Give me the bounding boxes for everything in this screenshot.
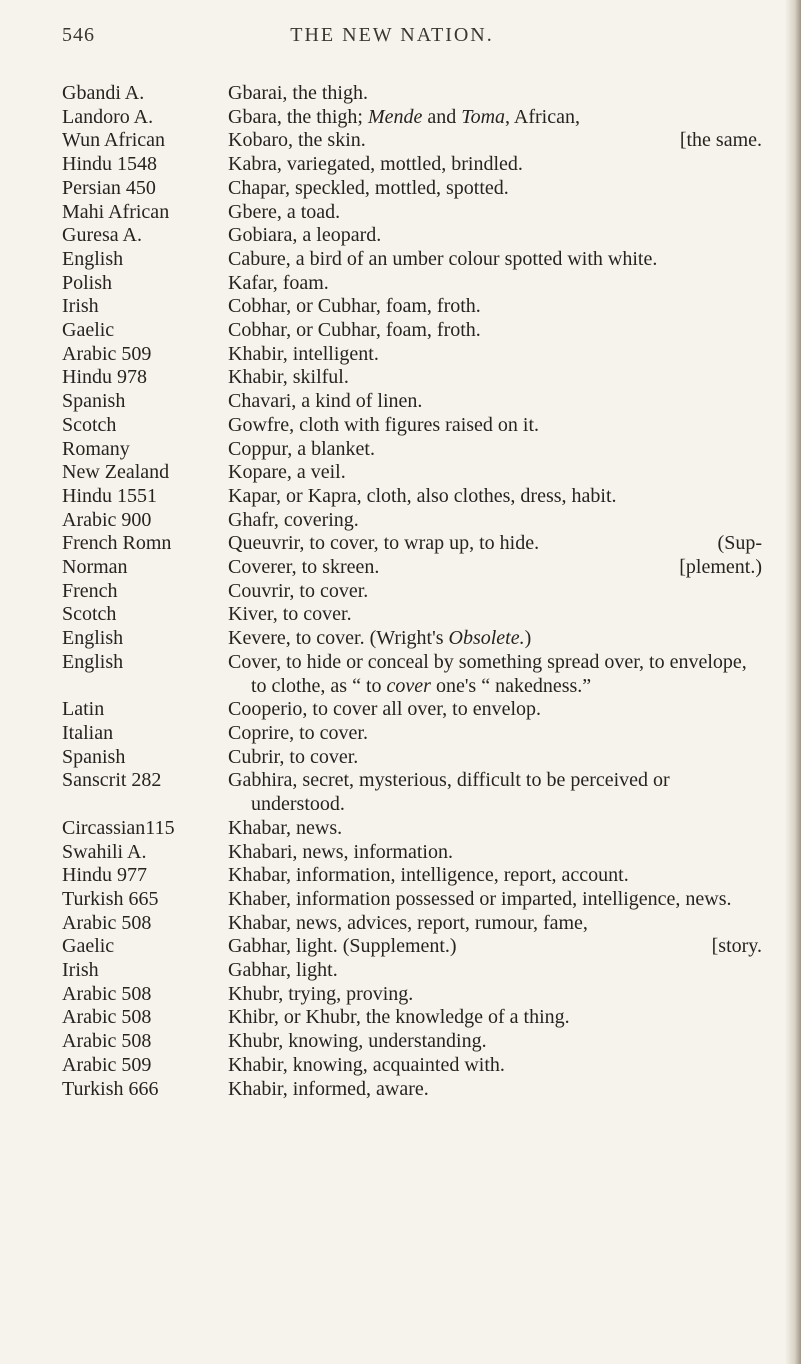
entry-continuation: [the same. bbox=[679, 129, 762, 152]
entry-definition bbox=[228, 627, 762, 651]
entry-language: Hindu 978 bbox=[62, 366, 147, 389]
entry-definition bbox=[228, 580, 762, 604]
entry-definition bbox=[228, 461, 762, 485]
definition-text: Khabir, informed, aware. bbox=[228, 1077, 429, 1100]
entry-language: Latin bbox=[62, 698, 105, 721]
glossary-list bbox=[62, 82, 762, 1101]
glossary-entry bbox=[62, 201, 762, 225]
definition-text: Gbarai, the thigh. bbox=[228, 82, 368, 104]
entry-definition bbox=[228, 983, 762, 1007]
glossary-entry bbox=[62, 438, 762, 462]
entry-definition bbox=[228, 272, 762, 296]
entry-language: Landoro A. bbox=[62, 105, 154, 128]
entry-language: Spanish bbox=[62, 390, 126, 413]
definition-text: Ghafr, covering. bbox=[228, 508, 359, 531]
glossary-entry bbox=[62, 177, 762, 201]
definition-italic: Mende bbox=[367, 105, 423, 128]
definition-text: and bbox=[422, 105, 462, 128]
glossary-entry bbox=[62, 1030, 762, 1054]
definition-text: Khabar, information, intelligence, report, account. bbox=[228, 864, 629, 887]
definition-text: Khabar, news, advices, report, rumour, fame, bbox=[228, 911, 588, 934]
definition-text: , African, bbox=[505, 105, 580, 128]
entry-language: French Romn bbox=[62, 532, 172, 555]
glossary-entry bbox=[62, 461, 762, 485]
entry-language: New Zealand bbox=[62, 461, 170, 484]
entry-language: Polish bbox=[62, 271, 113, 294]
entry-language: Gaelic bbox=[62, 935, 115, 958]
entry-language: Arabic 508 bbox=[62, 982, 152, 1005]
glossary-entry bbox=[62, 509, 762, 533]
entry-language: Spanish bbox=[62, 745, 126, 768]
entry-definition bbox=[228, 438, 762, 462]
entry-definition bbox=[228, 864, 762, 888]
definition-text: Gowfre, cloth with figures raised on it. bbox=[228, 413, 540, 436]
glossary-entry bbox=[62, 580, 762, 604]
entry-definition bbox=[228, 532, 762, 556]
glossary-entry bbox=[62, 888, 762, 912]
entry-language: Circassian115 bbox=[62, 816, 175, 839]
entry-language: Persian 450 bbox=[62, 176, 156, 199]
entry-definition bbox=[228, 177, 762, 201]
definition-text: Khabir, skilful. bbox=[228, 366, 349, 389]
entry-language: Gbandi A. bbox=[62, 82, 145, 104]
glossary-entry bbox=[62, 485, 762, 509]
glossary-entry bbox=[62, 627, 762, 651]
entry-definition bbox=[228, 366, 762, 390]
definition-text: Kiver, to cover. bbox=[228, 603, 352, 626]
definition-italic: cover bbox=[386, 674, 431, 697]
entry-definition bbox=[228, 153, 762, 177]
entry-definition bbox=[228, 888, 762, 912]
entry-continuation: [story. bbox=[711, 935, 762, 958]
glossary-entry bbox=[62, 603, 762, 627]
entry-language: Hindu 977 bbox=[62, 864, 147, 887]
definition-text: Khubr, knowing, understanding. bbox=[228, 1030, 487, 1053]
definition-text: one's “ nakedness.” bbox=[430, 674, 592, 697]
glossary-entry bbox=[62, 295, 762, 319]
definition-text: Kabra, variegated, mottled, brindled. bbox=[228, 153, 523, 176]
glossary-entry bbox=[62, 841, 762, 865]
definition-text: Cover, to hide or conceal by something spread over, to envelope, to clothe, as “ to bbox=[228, 650, 747, 697]
entry-language: Irish bbox=[62, 959, 99, 982]
entry-language: Gaelic bbox=[62, 319, 115, 342]
entry-language: Arabic 509 bbox=[62, 342, 152, 365]
entry-definition bbox=[228, 1030, 762, 1054]
glossary-entry bbox=[62, 319, 762, 343]
entry-definition bbox=[228, 698, 762, 722]
definition-text: Kafar, foam. bbox=[228, 271, 329, 294]
definition-text: Khabar, news. bbox=[228, 816, 343, 839]
definition-text: Kapar, or Kapra, cloth, also clothes, dress, habit. bbox=[228, 484, 617, 507]
entry-definition bbox=[228, 106, 762, 130]
entry-language: Sanscrit 282 bbox=[62, 769, 162, 792]
definition-text: Gbere, a toad. bbox=[228, 200, 341, 223]
glossary-entry bbox=[62, 864, 762, 888]
entry-continuation: (Sup- bbox=[717, 532, 762, 555]
entry-definition bbox=[228, 912, 762, 936]
definition-text: Kopare, a veil. bbox=[228, 461, 346, 484]
glossary-entry bbox=[62, 651, 762, 698]
entry-definition bbox=[228, 509, 762, 533]
definition-text: Gabhar, light. (Supplement.) bbox=[228, 935, 457, 958]
definition-italic: Obsolete. bbox=[448, 627, 525, 650]
glossary-entry bbox=[62, 343, 762, 367]
definition-text: ) bbox=[524, 627, 532, 650]
definition-text: Cabure, a bird of an umber colour spotted with white. bbox=[228, 247, 658, 270]
definition-text: Khibr, or Khubr, the knowledge of a thing. bbox=[228, 1006, 570, 1029]
definition-text: Khabir, intelligent. bbox=[228, 342, 379, 365]
definition-text: Couvrir, to cover. bbox=[228, 579, 369, 602]
entry-continuation: [plement.) bbox=[679, 556, 762, 579]
definition-text: Queuvrir, to cover, to wrap up, to hide. bbox=[228, 532, 540, 555]
definition-text: Kevere, to cover. (Wright's bbox=[228, 627, 449, 650]
glossary-entry bbox=[62, 532, 762, 556]
entry-language: Hindu 1551 bbox=[62, 484, 157, 507]
page-number: 546 bbox=[62, 24, 95, 46]
entry-language: French bbox=[62, 579, 118, 602]
entry-language: Norman bbox=[62, 556, 128, 579]
entry-language: English bbox=[62, 650, 124, 673]
page-edge-shadow bbox=[785, 0, 801, 1364]
entry-language: Turkish 666 bbox=[62, 1077, 159, 1100]
glossary-entry bbox=[62, 414, 762, 438]
glossary-entry bbox=[62, 722, 762, 746]
glossary-entry bbox=[62, 983, 762, 1007]
entry-language: Irish bbox=[62, 295, 99, 318]
glossary-entry bbox=[62, 153, 762, 177]
entry-definition bbox=[228, 651, 762, 698]
entry-definition bbox=[228, 935, 762, 959]
glossary-entry bbox=[62, 912, 762, 936]
definition-text: Khubr, trying, proving. bbox=[228, 982, 414, 1005]
definition-text: Cubrir, to cover. bbox=[228, 745, 359, 768]
entry-language: Wun African bbox=[62, 129, 166, 152]
definition-text: Coppur, a blanket. bbox=[228, 437, 375, 460]
entry-definition bbox=[228, 603, 762, 627]
entry-definition bbox=[228, 817, 762, 841]
glossary-entry bbox=[62, 390, 762, 414]
entry-language: Hindu 1548 bbox=[62, 153, 157, 176]
entry-language: Romany bbox=[62, 437, 130, 460]
entry-definition bbox=[228, 224, 762, 248]
entry-definition bbox=[228, 248, 762, 272]
entry-definition bbox=[228, 556, 762, 580]
glossary-entry bbox=[62, 1006, 762, 1030]
glossary-entry bbox=[62, 366, 762, 390]
definition-text: Cooperio, to cover all over, to envelop. bbox=[228, 698, 541, 721]
running-head: THE NEW NATION. bbox=[290, 24, 494, 46]
definition-text: Gobiara, a leopard. bbox=[228, 224, 382, 247]
glossary-entry bbox=[62, 272, 762, 296]
entry-definition bbox=[228, 485, 762, 509]
entry-definition bbox=[228, 1054, 762, 1078]
glossary-entry bbox=[62, 959, 762, 983]
glossary-entry bbox=[62, 1054, 762, 1078]
entry-definition bbox=[228, 295, 762, 319]
entry-definition bbox=[228, 746, 762, 770]
entry-language: Swahili A. bbox=[62, 840, 147, 863]
entry-definition bbox=[228, 841, 762, 865]
definition-text: Coverer, to skreen. bbox=[228, 556, 380, 579]
entry-language: Arabic 900 bbox=[62, 508, 152, 531]
entry-language: Scotch bbox=[62, 603, 117, 626]
entry-definition bbox=[228, 769, 762, 816]
definition-text: Coprire, to cover. bbox=[228, 721, 368, 744]
definition-text: Khabari, news, information. bbox=[228, 840, 453, 863]
entry-language: Arabic 508 bbox=[62, 911, 152, 934]
definition-text: Khaber, information possessed or imparted, intelligence, news. bbox=[228, 887, 732, 910]
glossary-entry bbox=[62, 746, 762, 770]
definition-text: Kobaro, the skin. bbox=[228, 129, 366, 152]
entry-language: Scotch bbox=[62, 413, 117, 436]
definition-text: Chavari, a kind of linen. bbox=[228, 390, 423, 413]
glossary-entry bbox=[62, 1078, 762, 1102]
entry-definition bbox=[228, 129, 762, 153]
entry-definition bbox=[228, 390, 762, 414]
entry-definition bbox=[228, 319, 762, 343]
entry-definition bbox=[228, 414, 762, 438]
entry-language: English bbox=[62, 247, 124, 270]
definition-text: Gabhar, light. bbox=[228, 959, 338, 982]
definition-text: Chapar, speckled, mottled, spotted. bbox=[228, 176, 509, 199]
entry-definition bbox=[228, 959, 762, 983]
glossary-entry bbox=[62, 935, 762, 959]
entry-definition bbox=[228, 201, 762, 225]
entry-definition bbox=[228, 722, 762, 746]
glossary-entry bbox=[62, 248, 762, 272]
glossary-entry bbox=[62, 129, 762, 153]
entry-language: Mahi African bbox=[62, 200, 170, 223]
glossary-entry bbox=[62, 106, 762, 130]
definition-text: Gabhira, secret, mysterious, difficult to be perceived or understood. bbox=[228, 769, 670, 816]
glossary-entry bbox=[62, 769, 762, 816]
glossary-entry bbox=[62, 224, 762, 248]
definition-italic: Toma bbox=[461, 105, 506, 128]
entry-language: Arabic 508 bbox=[62, 1030, 152, 1053]
entry-language: Arabic 508 bbox=[62, 1006, 152, 1029]
entry-language: Italian bbox=[62, 721, 114, 744]
entry-language: Turkish 665 bbox=[62, 887, 159, 910]
entry-definition bbox=[228, 1078, 762, 1102]
entry-definition bbox=[228, 343, 762, 367]
entry-definition bbox=[228, 82, 762, 106]
glossary-entry bbox=[62, 82, 762, 106]
entry-language: English bbox=[62, 627, 124, 650]
glossary-entry bbox=[62, 698, 762, 722]
entry-language: Arabic 509 bbox=[62, 1053, 152, 1076]
definition-text: Cobhar, or Cubhar, foam, froth. bbox=[228, 295, 481, 318]
glossary-entry bbox=[62, 817, 762, 841]
definition-text: Gbara, the thigh; bbox=[228, 105, 368, 128]
definition-text: Cobhar, or Cubhar, foam, froth. bbox=[228, 319, 481, 342]
glossary-entry bbox=[62, 556, 762, 580]
definition-text: Khabir, knowing, acquainted with. bbox=[228, 1053, 505, 1076]
entry-definition bbox=[228, 1006, 762, 1030]
entry-language: Guresa A. bbox=[62, 224, 142, 247]
